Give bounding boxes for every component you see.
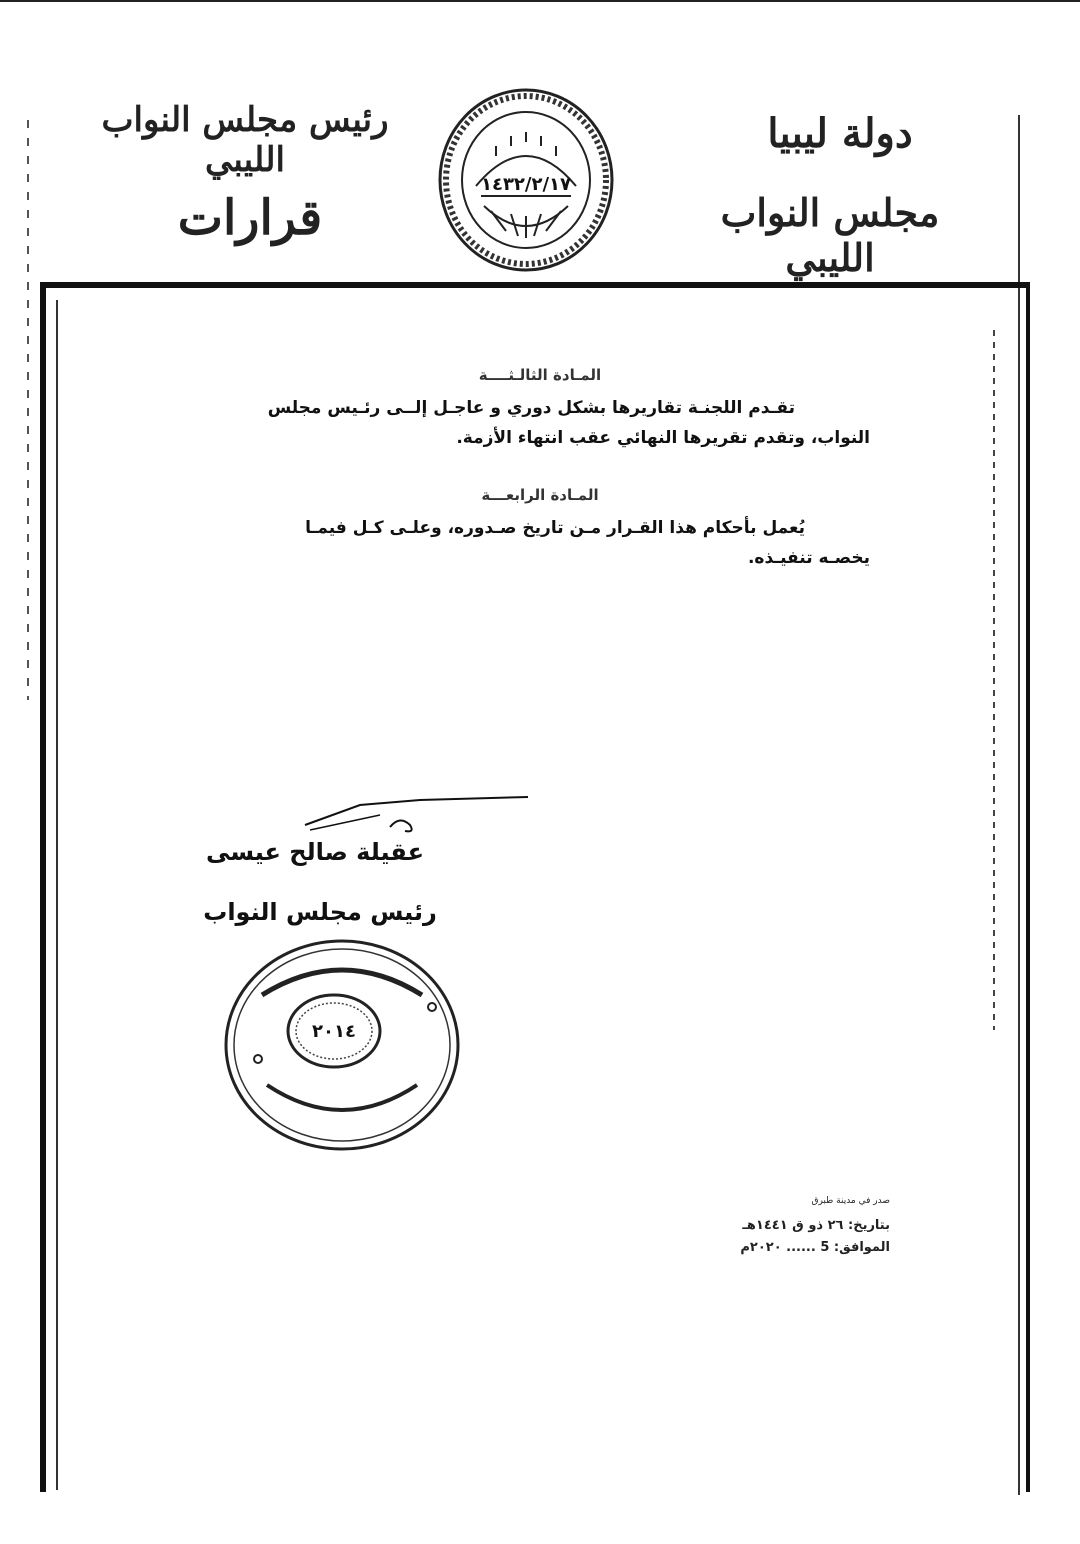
seal-icon bbox=[222, 935, 467, 1155]
document-frame bbox=[40, 282, 1030, 1492]
article-4-line-2: يخصـه تنفيـذه. bbox=[747, 548, 870, 568]
article-3-heading: المـادة الثالـثــــة bbox=[478, 366, 602, 384]
issued-date-gregorian: الموافق: 5 ...... ٢٠٢٠م bbox=[740, 1240, 890, 1255]
signature-stroke-icon bbox=[300, 775, 530, 835]
seal-center-text: ٢٠١٤ bbox=[312, 1021, 356, 1042]
article-4-heading: المـادة الرابعـــة bbox=[481, 486, 599, 504]
emblem-date: ١٤٣٢/٢/١٧ bbox=[480, 174, 572, 195]
signatory-title: رئيس مجلس النواب bbox=[203, 898, 437, 926]
letterhead bbox=[0, 80, 1080, 280]
letterhead-state: دولة ليبيا bbox=[767, 110, 913, 157]
letterhead-president: رئيس مجلس النواب الليبي bbox=[101, 100, 389, 180]
issued-date-hijri: بتاريخ: ٢٦ ذو ق ١٤٤١هـ bbox=[742, 1218, 890, 1233]
article-3-line-2: النواب، وتقدم تقريرها النهائي عقب انتهاء الأزمة. bbox=[456, 428, 870, 448]
issued-place: صدر في مدينة طبرق bbox=[811, 1196, 890, 1206]
scan-edge-top bbox=[0, 0, 1080, 2]
emblem-icon bbox=[436, 86, 616, 274]
letterhead-house: مجلس النواب الليبي bbox=[720, 190, 940, 280]
frame-inner-line bbox=[56, 300, 58, 1490]
article-4-line-1: يُعمل بأحكام هذا القـرار مـن تاريخ صـدوره، وعلـى كـل فيمـا bbox=[305, 518, 805, 538]
signatory-name: عقيلة صالح عيسى bbox=[206, 838, 424, 866]
letterhead-decisions: قرارات bbox=[177, 190, 323, 246]
article-3-line-1: تقـدم اللجنـة تقاريرها بشكل دوري و عاجـل إلــى رئـيس مجلس bbox=[267, 398, 795, 418]
